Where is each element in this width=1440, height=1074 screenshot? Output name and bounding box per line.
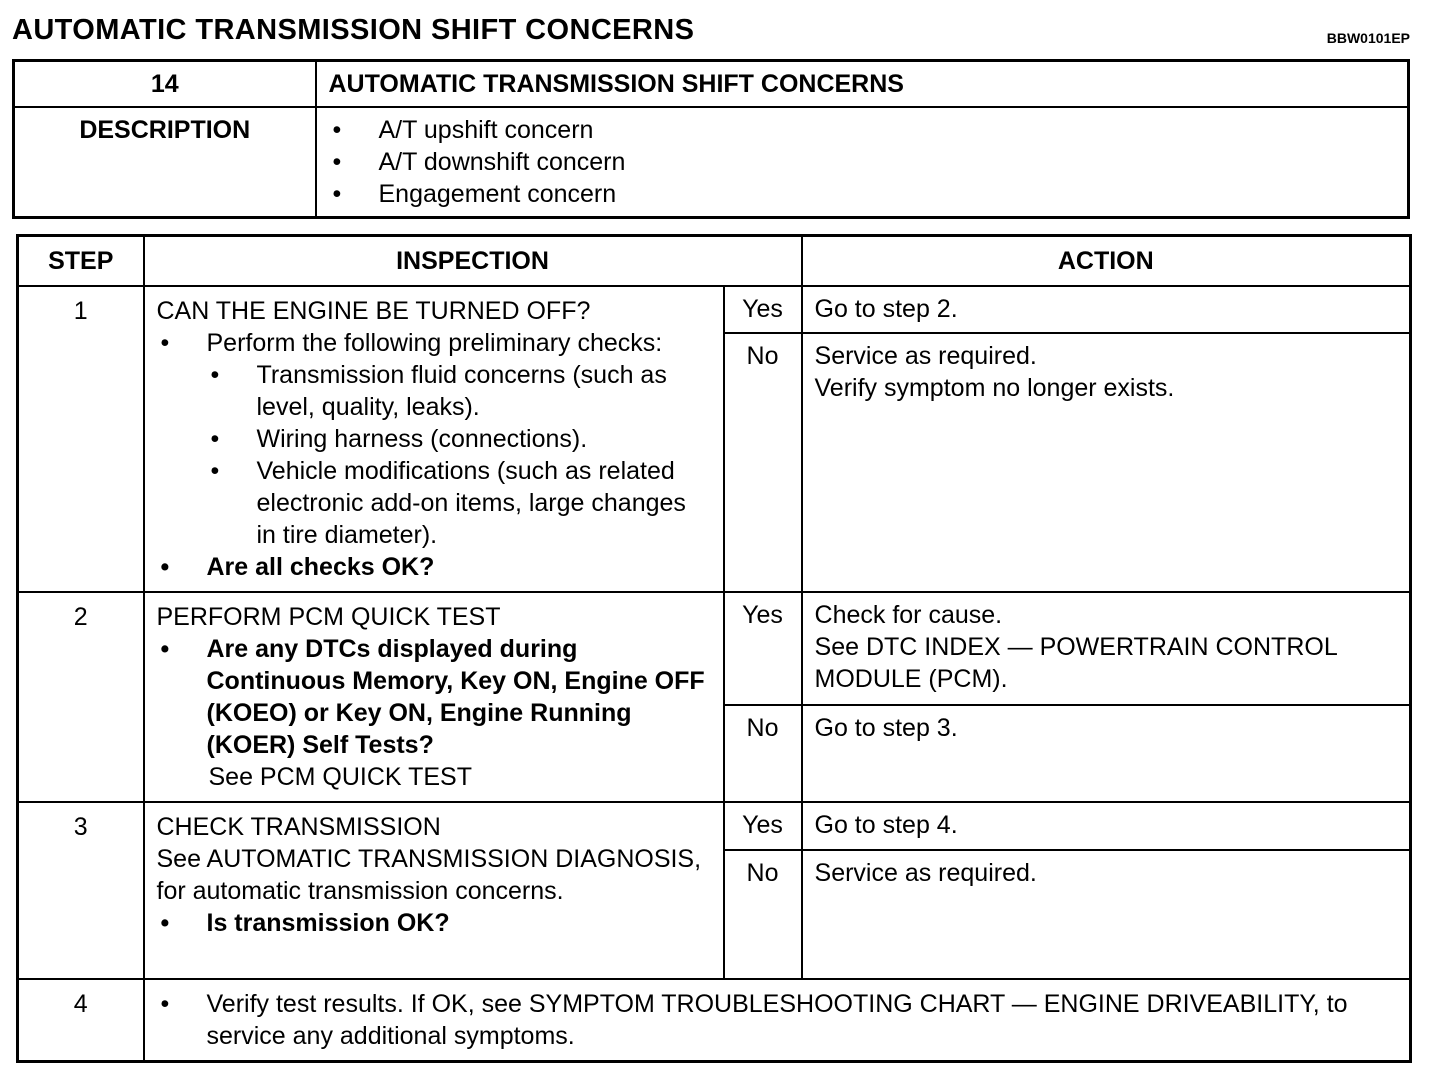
list-item: • Engagement concern — [329, 178, 1396, 210]
yes-label: Yes — [724, 802, 802, 850]
step-inspection — [144, 592, 724, 802]
yes-action — [802, 592, 1411, 705]
bullet-text: Perform the following preliminary checks: — [206, 329, 663, 357]
step-inspection — [144, 802, 724, 979]
steps-table — [16, 234, 1412, 1063]
page-title: AUTOMATIC TRANSMISSION SHIFT CONCERNS — [12, 14, 695, 46]
list-item: • Transmission fluid concerns (such as level, quality, leaks). — [207, 359, 711, 423]
description-list — [329, 114, 1396, 210]
no-action — [802, 333, 1411, 592]
check-list — [157, 633, 711, 761]
no-action: Service as required. — [802, 850, 1411, 979]
document-code: BBW0101EP — [1326, 30, 1410, 46]
list-item — [157, 327, 711, 551]
summary-heading: AUTOMATIC TRANSMISSION SHIFT CONCERNS — [316, 61, 1409, 108]
table-row — [18, 802, 1411, 850]
no-label: No — [724, 850, 802, 979]
no-label: No — [724, 705, 802, 802]
summary-number: 14 — [14, 61, 316, 108]
list-item: • Vehicle modifications (such as related electronic add-on items, large changes in tire diameter). — [207, 455, 711, 551]
step-inspection — [144, 979, 1411, 1062]
step-number: 3 — [18, 802, 144, 979]
question: • Is transmission OK? — [157, 907, 711, 939]
table-row — [18, 979, 1411, 1062]
summary-table — [12, 59, 1410, 219]
table-row — [18, 286, 1411, 333]
list-item: • A/T downshift concern — [329, 146, 1396, 178]
action-line: See DTC INDEX — POWERTRAIN CONTROL MODULE (PCM). — [814, 633, 1337, 693]
description-label: DESCRIPTION — [14, 107, 316, 218]
description-list-cell — [316, 107, 1409, 218]
step-title: CAN THE ENGINE BE TURNED OFF? — [156, 297, 591, 325]
step-title: PERFORM PCM QUICK TEST — [156, 603, 501, 631]
check-list — [157, 907, 711, 939]
no-action: Go to step 3. — [802, 705, 1411, 802]
action-line: Check for cause. — [814, 601, 1003, 629]
step-number: 2 — [18, 592, 144, 802]
step-text: See AUTOMATIC TRANSMISSION DIAGNOSIS, for automatic transmission concerns. — [156, 845, 702, 905]
list-item: • Wiring harness (connections). — [207, 423, 711, 455]
yes-action: Go to step 4. — [802, 802, 1411, 850]
check-list — [157, 327, 711, 583]
step-title: CHECK TRANSMISSION — [156, 813, 441, 841]
question: • Are any DTCs displayed during Continuous Memory, Key ON, Engine OFF (KOEO) or Key ON, Engine Running (KOER) Self Tests? — [157, 633, 711, 761]
list-item: • A/T upshift concern — [329, 114, 1396, 146]
yes-action: Go to step 2. — [802, 286, 1411, 333]
no-label: No — [724, 333, 802, 592]
list-item: • Verify test results. If OK, see SYMPTOM TROUBLESHOOTING CHART — ENGINE DRIVEABILITY, to service any additional symptoms. — [157, 988, 1398, 1052]
step-number: 4 — [18, 979, 144, 1062]
action-line: Verify symptom no longer exists. — [814, 374, 1175, 403]
column-header-inspection: INSPECTION — [144, 236, 802, 287]
yes-label: Yes — [724, 592, 802, 705]
check-list — [157, 988, 1398, 1052]
column-header-action: ACTION — [802, 236, 1411, 287]
yes-label: Yes — [724, 286, 802, 333]
reference-text: See PCM QUICK TEST — [208, 763, 472, 791]
question: • Are all checks OK? — [157, 551, 711, 583]
column-header-step: STEP — [18, 236, 144, 287]
sub-check-list — [207, 359, 711, 551]
step-number: 1 — [18, 286, 144, 592]
action-line: Service as required. — [814, 342, 1037, 371]
table-row — [18, 592, 1411, 705]
step-inspection — [144, 286, 724, 592]
